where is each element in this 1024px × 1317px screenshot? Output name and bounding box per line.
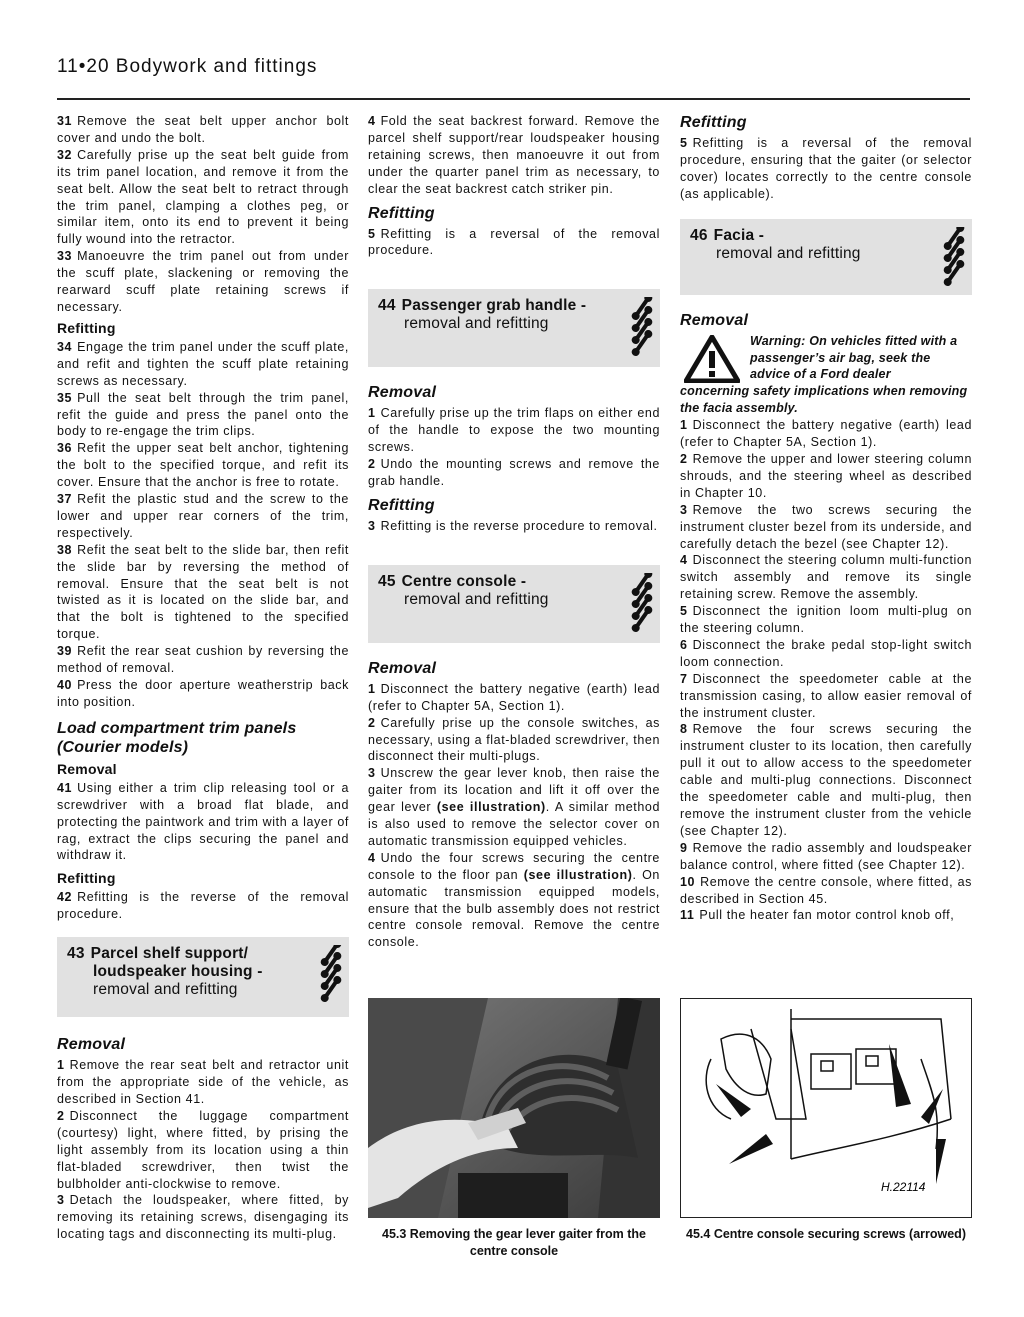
paragraph: 36 Refit the upper seat belt anchor, tightening the bolt to the specified torque, and refit its cover. Ensure that the anchor is free to rotate. [57, 441, 349, 490]
paragraph: 41 Using either a trim clip releasing tool or a screwdriver with a broad flat blade, and protecting the paintwork and trim with a layer of rag, extract the clips securing the panel and withdraw it. [57, 780, 349, 863]
paragraph: 1 Carefully prise up the trim flaps on either end of the handle to expose the two mounting screws. [368, 406, 660, 455]
paragraph: 9 Remove the radio assembly and loudspeaker balance control, where fitted (see Chapter 12). [680, 840, 972, 872]
section-heading: Removal [57, 760, 117, 777]
paragraph: 7 Disconnect the speedometer cable at the transmission casing, to allow easier removal of the instrument cluster. [680, 671, 972, 720]
section-heading: Refitting [57, 870, 116, 887]
warning-triangle-icon [684, 335, 740, 383]
section-title: Parcel shelf support/ [90, 945, 249, 963]
difficulty-spanners-icon [622, 297, 656, 367]
paragraph: 1 Disconnect the battery negative (earth) lead (refer to Chapter 5A, Section 1). [680, 418, 972, 450]
section-box-44 [368, 289, 660, 367]
section-number: 45 [378, 572, 396, 590]
section-heading: Refitting [680, 114, 747, 131]
paragraph: 5 Disconnect the ignition loom multi-plug on the steering column. [680, 604, 972, 636]
section-box-45 [368, 565, 660, 643]
section-subtitle: removal and refitting [716, 244, 861, 262]
warning-text: Warning: On vehicles fitted with a passenger’s air bag, seek the advice of a Ford dealer [750, 333, 958, 382]
section-number: 43 [67, 945, 85, 963]
paragraph: 3 Refitting is the reverse procedure to removal. [368, 518, 658, 533]
section-box-43 [57, 937, 349, 1017]
paragraph: 2 Undo the mounting screws and remove the grab handle. [368, 457, 660, 488]
section-heading: Removal [368, 384, 437, 402]
centre-console-diagram [680, 998, 972, 1218]
gear-lever-gaiter-photo [368, 998, 660, 1218]
paragraph: 5 Refitting is a reversal of the removal procedure. [368, 226, 660, 258]
paragraph: 33 Manoeuvre the trim panel out from under the scuff plate, slackening or removing the rearward scuff plate retaining screws if necessary. [57, 249, 349, 314]
difficulty-spanners-icon [622, 573, 656, 643]
difficulty-spanners-icon [934, 227, 968, 297]
paragraph: 6 Disconnect the brake pedal stop-light switch loom connection. [680, 637, 972, 669]
section-heading: Refitting [368, 496, 435, 514]
paragraph: 10 Remove the centre console, where fitted, as described in Section 45. [680, 874, 972, 906]
paragraph: 38 Refit the seat belt to the slide bar, then refit the slide bar by reversing the method of removal. Ensure that the seat belt is not twisted as it is located on the slide bar, and that the bolt is tightened to the specified torque. [57, 542, 349, 642]
section-subtitle: removal and refitting [93, 981, 238, 999]
section-title: loudspeaker housing - [93, 963, 263, 981]
paragraph: 3 Unscrew the gear lever knob, then raise the gaiter from its location and lift it off over the gear lever (see illustration). A similar method is also used to remove the selector cover on automatic transmission equipped vehicles. [368, 766, 660, 848]
page-title: 11•20 Bodywork and fittings [57, 56, 318, 77]
paragraph: 8 Remove the four screws securing the instrument cluster to its location, then carefully pull it out to allow access to the speedometer cable and multi-plug connections. Disconnect the speedometer cable and multi-plug, then remove the instrument cluster from the vehicle (see Chapter 12). [680, 722, 972, 838]
paragraph: 34 Engage the trim panel under the scuff plate, and refit and tighten the scuff plate retaining screws as necessary. [57, 339, 349, 388]
paragraph: 39 Refit the rear seat cushion by reversing the method of removal. [57, 644, 349, 676]
paragraph: 1 Disconnect the battery negative (earth) lead (refer to Chapter 5A, Section 1). [368, 681, 660, 713]
column-1 [57, 113, 349, 1243]
section-heading: Removal [57, 1036, 126, 1054]
paragraph: 4 Fold the seat backrest forward. Remove the parcel shelf support/rear loudspeaker housing retaining screws, then manoeuvre it out from under the quarter panel trim as necessary, to clear the seat backrest catch striker pin. [368, 114, 660, 196]
warning-text: concerning safety implications when removing the facia assembly. [680, 384, 968, 416]
warning-block [680, 333, 972, 418]
paragraph: 35 Pull the seat belt through the trim panel, refit the guide and press the panel onto the body to re-engage the trim clips. [57, 390, 349, 439]
paragraph: 1 Remove the rear seat belt and retractor unit from the appropriate side of the vehicle, as described in Section 41. [57, 1058, 349, 1106]
paragraph: 42 Refitting is the reverse of the removal procedure. [57, 890, 349, 922]
section-title: Passenger grab handle - [401, 297, 587, 315]
figure-caption: 45.3 Removing the gear lever gaiter from the centre console [382, 1227, 646, 1258]
paragraph: 37 Refit the plastic stud and the screw to the lower and upper rear corners of the trim, respectively. [57, 492, 349, 540]
section-title: Centre console - [401, 572, 527, 590]
paragraph: 5 Refitting is a reversal of the removal procedure, ensuring that the gaiter (or selector cover) locates correctly to the centre console (as applicable). [680, 136, 972, 201]
subsection-heading: Load compartment trim panels (Courier models) [57, 719, 297, 756]
section-box-46 [680, 219, 972, 295]
paragraph: 3 Remove the two screws securing the instrument cluster bezel from its underside, and carefully detach the bezel (see Chapter 12). [680, 502, 972, 551]
figure-caption: 45.4 Centre console securing screws (arrowed) [686, 1227, 966, 1241]
section-heading: Removal [680, 311, 749, 329]
difficulty-spanners-icon [311, 945, 345, 1015]
page-header [57, 56, 970, 100]
column-2 [368, 113, 660, 951]
section-number: 46 [690, 226, 708, 244]
paragraph: 3 Detach the loudspeaker, where fitted, by removing its retaining screws, disengaging its locating tags and disconnecting its multi-plug. [57, 1193, 349, 1242]
paragraph: 31 Remove the seat belt upper anchor bolt cover and undo the bolt. [57, 114, 349, 145]
section-subtitle: removal and refitting [404, 315, 549, 333]
figure-code: H.22114 [881, 1180, 926, 1194]
section-heading: Refitting [57, 319, 116, 336]
paragraph: 4 Undo the four screws securing the centre console to the floor pan (see illustration). On automatic transmission equipped models, ensure that the bulb assembly does not restrict centre console removal. Remove the centre console. [368, 850, 660, 950]
paragraph: 2 Disconnect the luggage compartment (courtesy) light, where fitted, by prising the light assembly from its location using a thin flat-bladed screwdriver, then twist the bulbholder anti-clockwise to remove. [57, 1108, 349, 1191]
paragraph: 4 Disconnect the steering column multi-function switch assembly and remove its single retaining screw. Remove the assembly. [680, 553, 972, 602]
section-number: 44 [378, 297, 396, 315]
paragraph: 32 Carefully prise up the seat belt guide from its trim panel location, and remove it from the seat belt. Allow the seat belt to retract through the trim panel, clamping a clothes peg, or similar item, onto its end to prevent it being fully wound into the retractor. [57, 147, 349, 247]
section-heading: Removal [368, 659, 437, 677]
paragraph: 2 Remove the upper and lower steering column shrouds, and the steering wheel as described in Chapter 10. [680, 451, 972, 500]
paragraph: 11 Pull the heater fan motor control knob off, [680, 908, 955, 923]
section-heading: Refitting [368, 204, 435, 222]
paragraph: 40 Press the door aperture weatherstrip back into position. [57, 678, 349, 709]
paragraph: 2 Carefully prise up the console switches, as necessary, using a flat-bladed screwdriver, then disconnect their multi-plugs. [368, 715, 660, 764]
column-3 [680, 113, 972, 924]
section-subtitle: removal and refitting [404, 590, 549, 608]
section-title: Facia - [713, 226, 765, 244]
